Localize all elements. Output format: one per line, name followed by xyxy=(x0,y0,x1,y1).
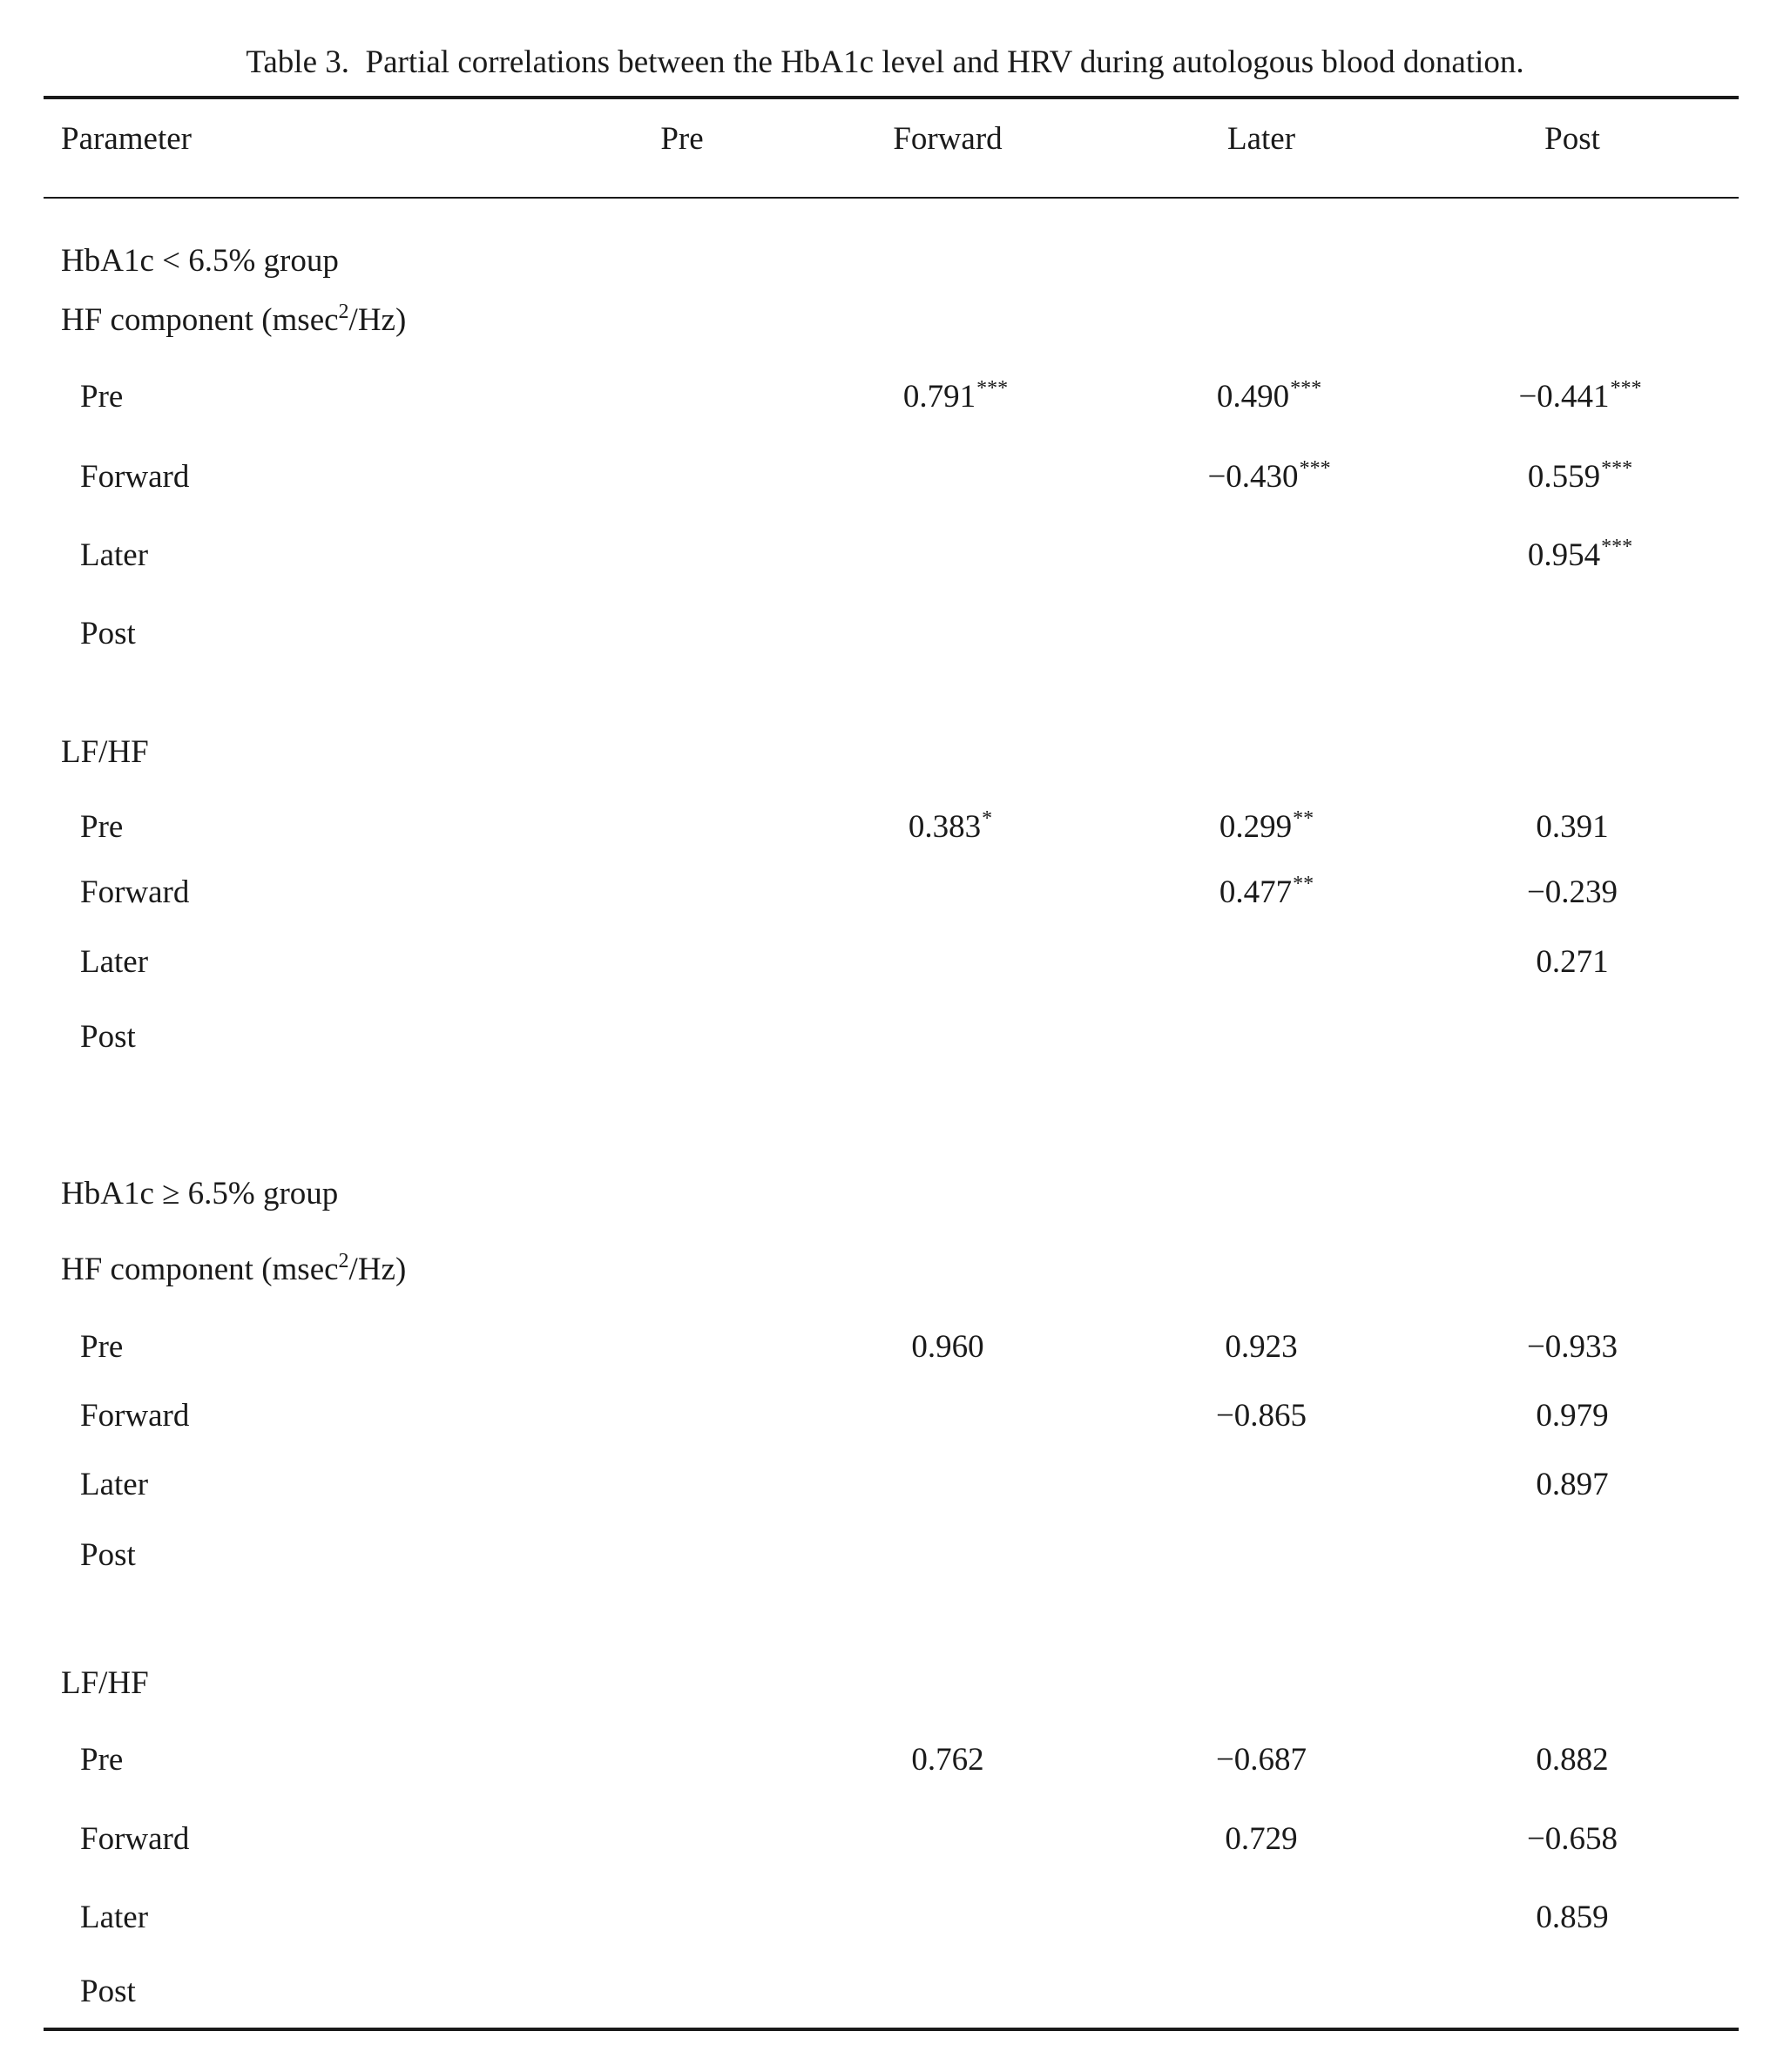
significance-marker: *** xyxy=(976,377,1009,400)
row-label: Forward xyxy=(80,1821,190,1857)
significance-marker: ** xyxy=(1293,807,1314,830)
significance-marker: *** xyxy=(1601,457,1633,480)
correlation-value: 0.960 xyxy=(911,1329,984,1365)
correlation-value: 0.882 xyxy=(1536,1742,1609,1778)
group-title: HbA1c < 6.5% group xyxy=(61,243,339,279)
group-title: HbA1c ≥ 6.5% group xyxy=(61,1176,339,1211)
section-title: HF component (msec$^2$/Hz) xyxy=(61,1250,407,1287)
correlation-value: 0.954*** xyxy=(1527,536,1633,573)
column-header-pre-label: Pre xyxy=(660,121,704,157)
row-label: Forward xyxy=(80,1398,190,1434)
significance-marker: *** xyxy=(1299,457,1331,480)
row-label: Later xyxy=(80,1467,149,1502)
row-label: Pre xyxy=(80,1742,124,1778)
significance-marker: *** xyxy=(1290,377,1322,400)
bottom-rule xyxy=(44,2028,1739,2031)
correlation-value: 0.299** xyxy=(1219,807,1314,845)
section-title: HF component (msec$^2$/Hz) xyxy=(61,300,407,338)
correlation-value: 0.271 xyxy=(1536,944,1609,980)
row-label: Forward xyxy=(80,459,190,495)
column-header-parameter: Parameter xyxy=(61,121,192,157)
row-label: Post xyxy=(80,1019,136,1055)
row-label: Pre xyxy=(80,379,124,415)
correlation-value: 0.559*** xyxy=(1527,457,1633,495)
row-label: Post xyxy=(80,1974,136,2009)
correlation-value: −0.441*** xyxy=(1518,377,1642,415)
column-header-post-label: Post xyxy=(1544,121,1600,157)
row-label: Post xyxy=(80,616,136,651)
significance-marker: ** xyxy=(1293,873,1314,895)
correlation-value: −0.687 xyxy=(1215,1742,1307,1778)
section-title: LF/HF xyxy=(61,1665,149,1701)
correlation-value: 0.979 xyxy=(1536,1398,1609,1434)
significance-marker: *** xyxy=(1601,536,1633,558)
correlation-value: 0.762 xyxy=(911,1742,984,1778)
row-label: Pre xyxy=(80,809,124,845)
correlation-value: 0.391 xyxy=(1536,809,1609,845)
row-label: Later xyxy=(80,944,149,980)
row-label: Later xyxy=(80,1900,149,1935)
column-header-later-label: Later xyxy=(1226,121,1296,157)
row-label: Pre xyxy=(80,1329,124,1365)
correlation-value: 0.729 xyxy=(1225,1821,1298,1857)
correlation-value: 0.791*** xyxy=(902,377,1009,415)
table-caption: Table 3. Partial correlations between the HbA1c level and HRV during autologous blood donation. xyxy=(246,44,1524,80)
correlation-value: 0.897 xyxy=(1536,1467,1609,1502)
row-label: Later xyxy=(80,537,149,573)
correlation-value: −0.933 xyxy=(1526,1329,1618,1365)
correlation-value: 0.859 xyxy=(1536,1900,1609,1935)
correlation-value: −0.865 xyxy=(1215,1398,1307,1434)
correlation-value: 0.383* xyxy=(908,807,993,845)
correlation-value: −0.239 xyxy=(1526,874,1618,910)
correlation-value: 0.477** xyxy=(1219,873,1314,910)
correlation-value: −0.658 xyxy=(1526,1821,1618,1857)
row-label: Post xyxy=(80,1537,136,1573)
correlation-value: −0.430*** xyxy=(1207,457,1331,495)
column-header-forward-label: Forward xyxy=(893,121,1003,157)
correlation-value: 0.490*** xyxy=(1216,377,1322,415)
top-rule xyxy=(44,96,1739,99)
correlation-value: 0.923 xyxy=(1225,1329,1298,1365)
row-label: Forward xyxy=(80,874,190,910)
section-title: LF/HF xyxy=(61,734,149,770)
header-rule xyxy=(44,197,1739,199)
significance-marker: * xyxy=(982,807,993,830)
significance-marker: *** xyxy=(1610,377,1642,400)
